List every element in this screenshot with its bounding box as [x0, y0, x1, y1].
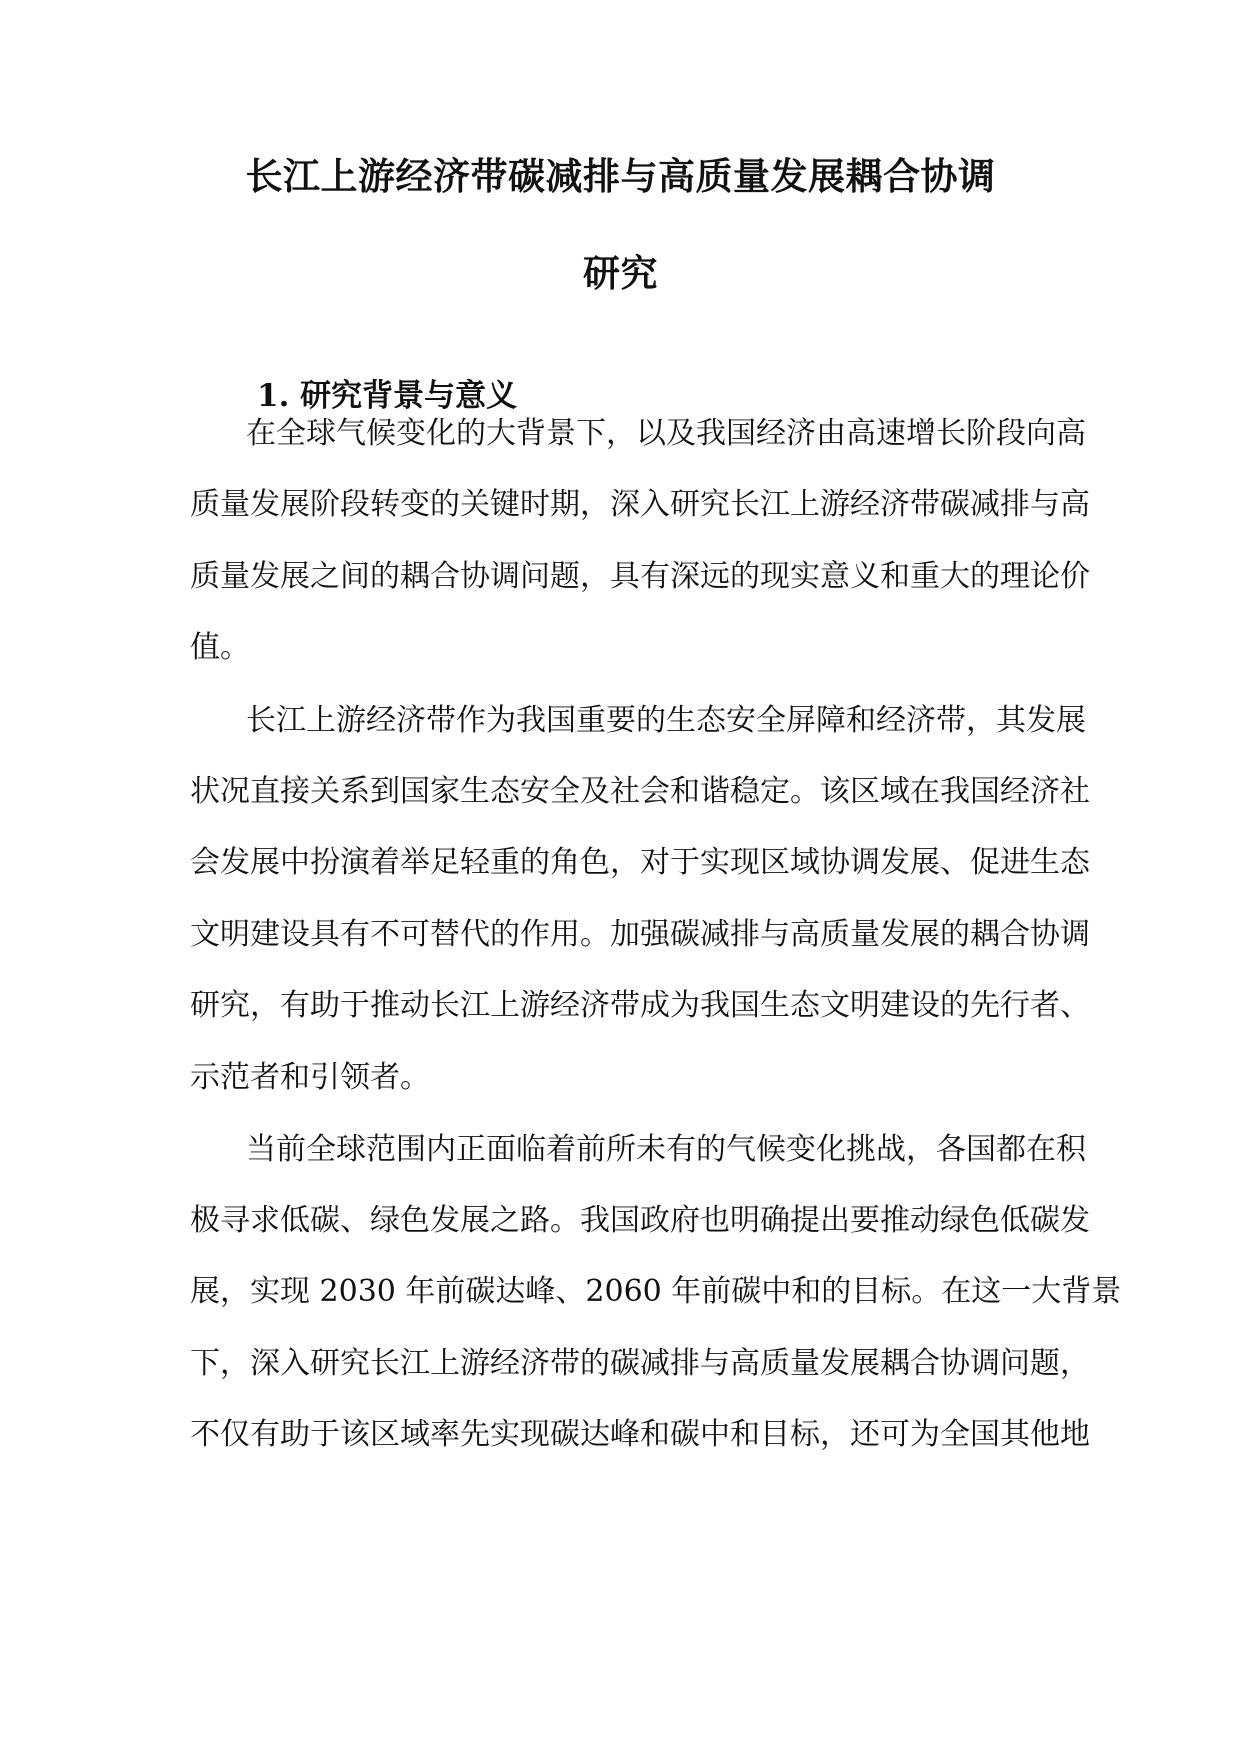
document-title-line-2: 研究	[583, 251, 658, 295]
paragraph-3-line-4: 下，深入研究长江上游经济带的碳减排与高质量发展耦合协调问题，	[190, 1346, 1090, 1381]
paragraph-1-line-4: 值。	[190, 630, 250, 665]
paragraph-1-line-3: 质量发展之间的耦合协调问题，具有深远的现实意义和重大的理论价	[190, 559, 1090, 594]
section-heading: 1. 研究背景与意义	[257, 378, 518, 414]
paragraph-3-line-3: 展，实现 2030 年前碳达峰、2060 年前碳中和的目标。在这一大背景	[190, 1274, 1122, 1309]
paragraph-3-line-1: 当前全球范围内正面临着前所未有的气候变化挑战，各国都在积	[246, 1132, 1086, 1167]
document-title-line-1: 长江上游经济带碳减排与高质量发展耦合协调	[245, 154, 996, 198]
paragraph-1-line-2: 质量发展阶段转变的关键时期，深入研究长江上游经济带碳减排与高	[190, 487, 1090, 522]
paragraph-1-line-1: 在全球气候变化的大背景下，以及我国经济由高速增长阶段向高	[246, 416, 1086, 451]
paragraph-2-line-5: 研究，有助于推动长江上游经济带成为我国生态文明建设的先行者、	[190, 988, 1090, 1023]
paragraph-2-line-6: 示范者和引领者。	[190, 1060, 430, 1095]
paragraph-2-line-3: 会发展中扮演着举足轻重的角色，对于实现区域协调发展、促进生态	[190, 845, 1090, 880]
paragraph-2-line-2: 状况直接关系到国家生态安全及社会和谐稳定。该区域在我国经济社	[190, 774, 1090, 809]
paragraph-3-line-5: 不仅有助于该区域率先实现碳达峰和碳中和目标，还可为全国其他地	[190, 1417, 1090, 1452]
paragraph-3-line-2: 极寻求低碳、绿色发展之路。我国政府也明确提出要推动绿色低碳发	[190, 1203, 1090, 1238]
paragraph-2-line-4: 文明建设具有不可替代的作用。加强碳减排与高质量发展的耦合协调	[190, 917, 1090, 952]
paragraph-2-line-1: 长江上游经济带作为我国重要的生态安全屏障和经济带，其发展	[246, 703, 1086, 738]
